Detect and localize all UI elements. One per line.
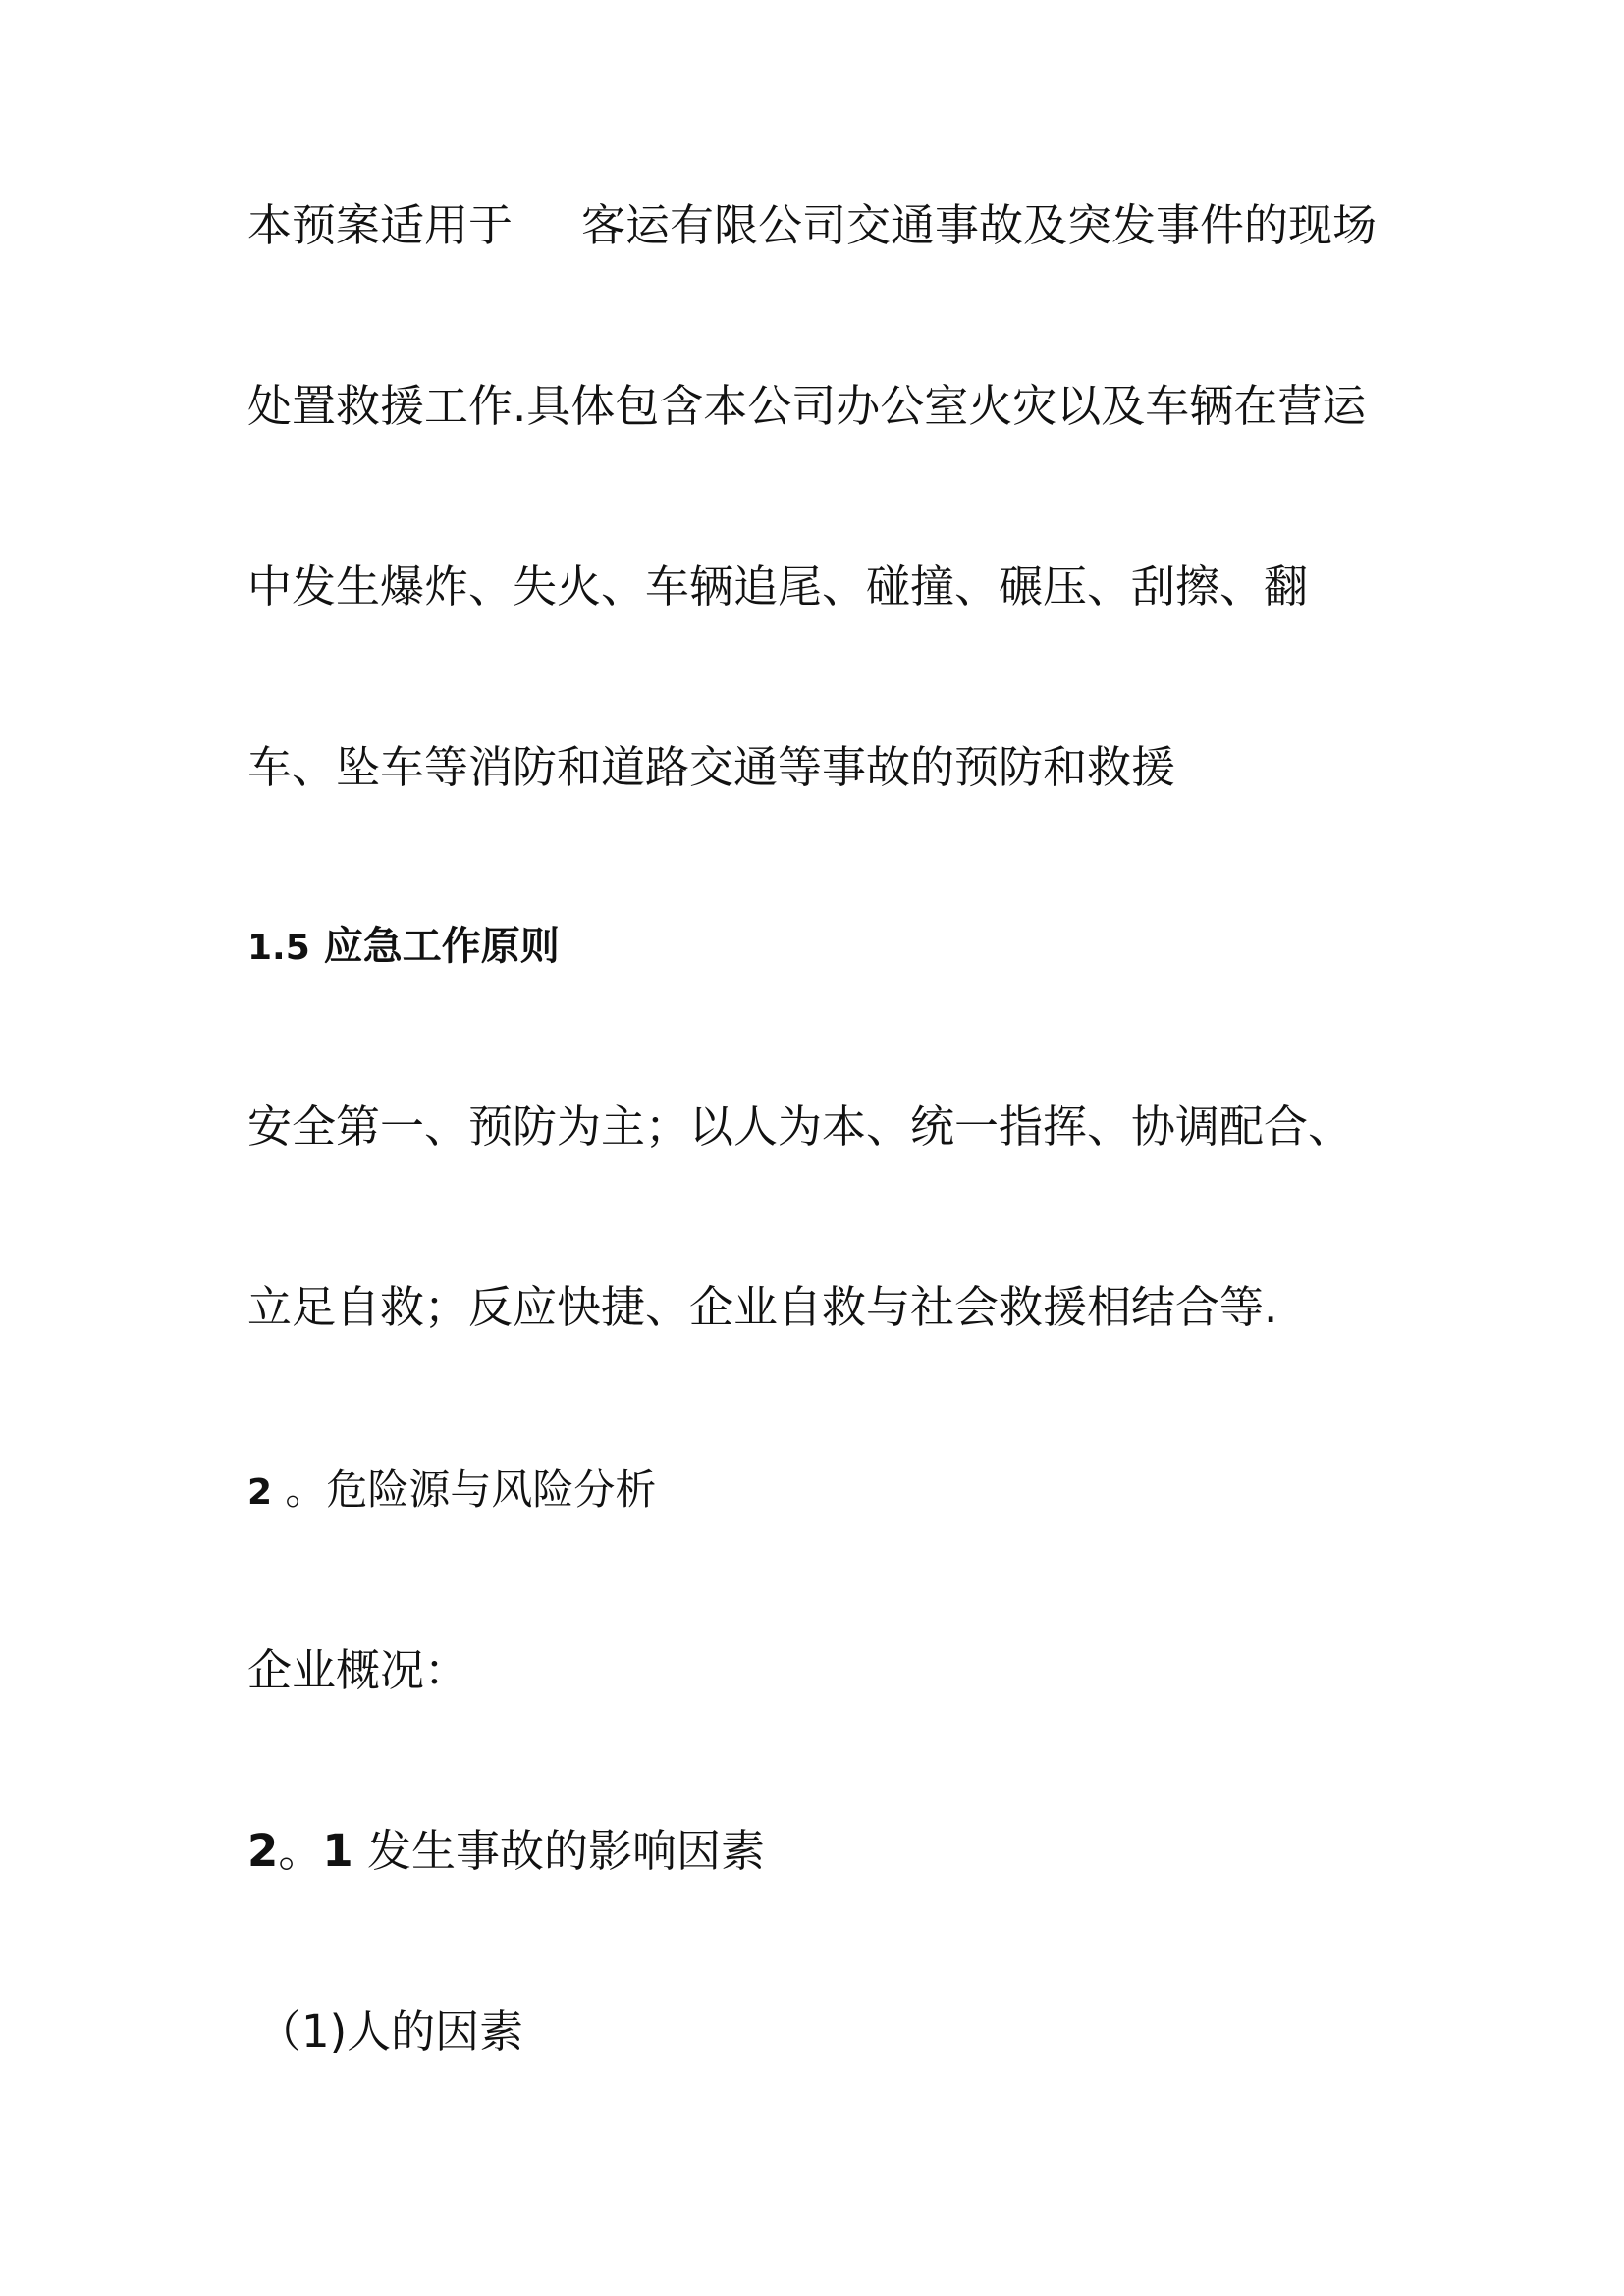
scope-paragraph-line-2: 处置救援工作.具体包含本公司办公室火灾以及车辆在营运 — [247, 380, 1367, 432]
section-title: 。危险源与风险分析 — [285, 1466, 657, 1514]
section-heading-2 — [247, 1461, 656, 1522]
section-number-separator: 。 — [278, 1825, 323, 1877]
principles-paragraph-line-2: 立足自救；反应快捷、企业自救与社会救援相结合等. — [247, 1281, 1278, 1333]
scope-text-part-2: 客运有限公司交通事故及突发事件的现场 — [581, 199, 1378, 251]
section-heading-2-1 — [247, 1822, 765, 1881]
scope-paragraph-line-4: 车、坠车等消防和道路交通等事故的预防和救援 — [247, 741, 1176, 793]
section-number-minor: 1 — [322, 1825, 353, 1877]
section-title: 应急工作原则 — [323, 924, 560, 969]
section-title: 发生事故的影响因素 — [352, 1825, 765, 1877]
principles-paragraph-line-1: 安全第一、预防为主；以人为本、统一指挥、协调配合、 — [247, 1100, 1353, 1152]
section-heading-1-5 — [247, 917, 560, 978]
company-overview: 企业概况： — [247, 1644, 469, 1696]
scope-paragraph-line-1 — [247, 196, 1377, 255]
section-number-major: 2 — [247, 1825, 279, 1877]
scope-paragraph-line-3: 中发生爆炸、失火、车辆追尾、碰撞、碾压、刮擦、翻 — [247, 561, 1309, 613]
section-number: 2 — [247, 1472, 273, 1513]
section-number: 1.5 — [247, 928, 310, 968]
scope-text-part-1: 本预案适用于 — [247, 199, 514, 251]
list-item-human-factors: （1)人的因素 — [257, 2005, 524, 2057]
